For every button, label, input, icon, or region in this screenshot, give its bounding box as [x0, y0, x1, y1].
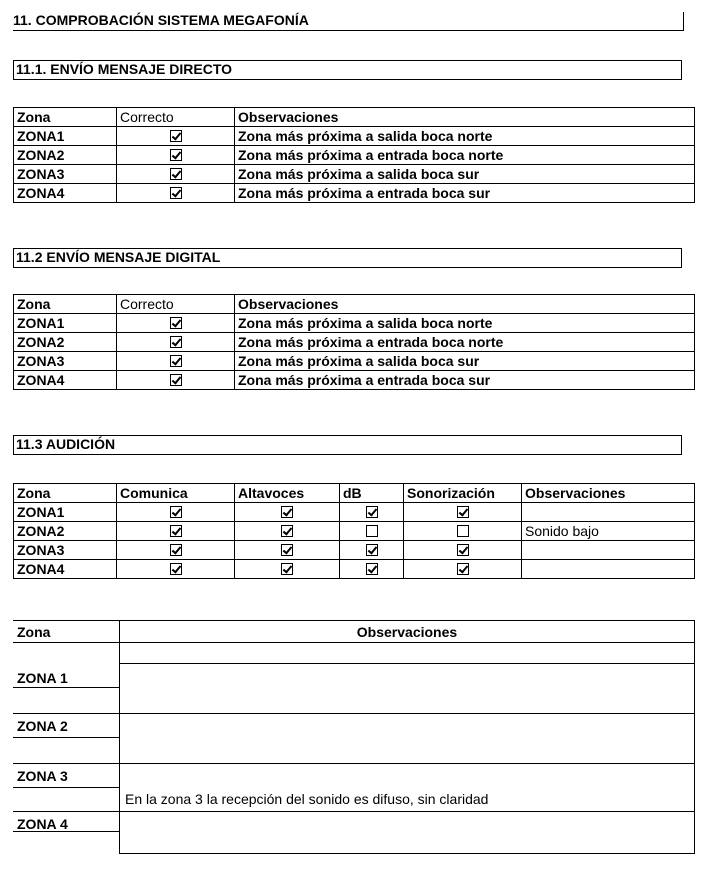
table-row	[14, 541, 695, 560]
audicion-section-title	[13, 435, 682, 455]
table-row	[14, 522, 695, 541]
observaciones-cell	[522, 560, 695, 579]
checkbox-checked[interactable]	[170, 563, 182, 575]
observaciones-cell	[522, 503, 695, 522]
table-row	[14, 560, 695, 579]
checkbox-checked[interactable]	[170, 525, 182, 537]
obs-header-observaciones: Observaciones	[356, 624, 458, 640]
col-header-comunica: Comunica	[117, 484, 235, 503]
observaciones-cell: Zona más próxima a salida boca sur	[235, 165, 695, 184]
checkbox-checked[interactable]	[281, 506, 293, 518]
table-row	[14, 333, 695, 352]
col-header-observaciones: Observaciones	[235, 295, 695, 314]
zona-cell: ZONA2	[14, 522, 117, 541]
altavoces-cell	[235, 560, 340, 579]
zona-cell: ZONA3	[14, 352, 117, 371]
zona-cell: ZONA1	[14, 127, 117, 146]
sonorizacion-cell	[404, 522, 522, 541]
correcto-cell	[117, 184, 235, 203]
zona-cell: ZONA4	[14, 371, 117, 390]
correcto-cell	[117, 165, 235, 184]
zona-cell: ZONA1	[14, 503, 117, 522]
col-header-altavoces: Altavoces	[235, 484, 340, 503]
digital-table-body	[14, 295, 695, 390]
zona-cell: ZONA3	[14, 165, 117, 184]
zona-cell: ZONA4	[14, 560, 117, 579]
checkbox-checked[interactable]	[170, 149, 182, 161]
altavoces-cell	[235, 503, 340, 522]
altavoces-cell	[235, 541, 340, 560]
section-title-text: 11. COMPROBACIÓN SISTEMA MEGAFONÍA	[13, 12, 309, 28]
checkbox-checked[interactable]	[170, 317, 182, 329]
db-cell	[340, 560, 404, 579]
obs-zone-label: ZONA 2	[17, 718, 68, 734]
table-row	[14, 314, 695, 333]
checkbox-checked[interactable]	[281, 525, 293, 537]
db-cell	[340, 503, 404, 522]
checkbox-checked[interactable]	[170, 506, 182, 518]
checkbox-checked[interactable]	[170, 374, 182, 386]
col-header-correcto: Correcto	[117, 108, 235, 127]
table-row	[14, 371, 695, 390]
col-header-observaciones: Observaciones	[235, 108, 695, 127]
altavoces-cell	[235, 522, 340, 541]
audicion-table-body	[14, 484, 695, 579]
observaciones-cell: Zona más próxima a entrada boca sur	[235, 184, 695, 203]
observaciones-cell: Zona más próxima a entrada boca norte	[235, 333, 695, 352]
col-header-zona: Zona	[14, 108, 117, 127]
col-header-correcto: Correcto	[117, 295, 235, 314]
comunica-cell	[117, 560, 235, 579]
table-row	[14, 503, 695, 522]
obs-header-zona: Zona	[17, 624, 51, 640]
observaciones-cell: Zona más próxima a salida boca norte	[235, 314, 695, 333]
comunica-cell	[117, 541, 235, 560]
table-row	[14, 352, 695, 371]
digital-table	[13, 294, 695, 390]
digital-title-text: 11.2 ENVÍO MENSAJE DIGITAL	[16, 249, 221, 265]
observaciones-cell: Zona más próxima a entrada boca norte	[235, 146, 695, 165]
table-row	[14, 146, 695, 165]
checkbox-checked[interactable]	[366, 544, 378, 556]
correcto-cell	[117, 333, 235, 352]
sonorizacion-cell	[404, 541, 522, 560]
checkbox-unchecked[interactable]	[457, 525, 469, 537]
obs-zone-label: ZONA 4	[17, 816, 68, 832]
checkbox-checked[interactable]	[170, 187, 182, 199]
direct-section-title	[13, 60, 682, 80]
correcto-cell	[117, 352, 235, 371]
zona-cell: ZONA2	[14, 146, 117, 165]
observaciones-cell: Zona más próxima a entrada boca sur	[235, 371, 695, 390]
table-row	[14, 165, 695, 184]
zona-cell: ZONA1	[14, 314, 117, 333]
obs-zone-text: En la zona 3 la recepción del sonido es difuso, sin claridad	[125, 791, 489, 807]
correcto-cell	[117, 371, 235, 390]
col-header-zona: Zona	[14, 484, 117, 503]
col-header-zona: Zona	[14, 295, 117, 314]
checkbox-checked[interactable]	[366, 563, 378, 575]
db-cell	[340, 522, 404, 541]
direct-table-body	[14, 108, 695, 203]
checkbox-checked[interactable]	[457, 563, 469, 575]
direct-title-text: 11.1. ENVÍO MENSAJE DIRECTO	[16, 61, 233, 77]
checkbox-checked[interactable]	[281, 563, 293, 575]
observaciones-cell: Zona más próxima a salida boca sur	[235, 352, 695, 371]
observaciones-cell: Sonido bajo	[522, 522, 695, 541]
section-title	[13, 12, 684, 31]
checkbox-checked[interactable]	[170, 544, 182, 556]
audicion-title-text: 11.3 AUDICIÓN	[16, 436, 116, 452]
direct-table	[13, 107, 695, 203]
observations-table	[13, 620, 695, 854]
checkbox-checked[interactable]	[170, 130, 182, 142]
observaciones-cell: Zona más próxima a salida boca norte	[235, 127, 695, 146]
correcto-cell	[117, 127, 235, 146]
zona-cell: ZONA3	[14, 541, 117, 560]
zona-cell: ZONA4	[14, 184, 117, 203]
zona-cell: ZONA2	[14, 333, 117, 352]
direct-header-row	[14, 108, 695, 127]
table-row	[14, 127, 695, 146]
comunica-cell	[117, 503, 235, 522]
audicion-table	[13, 483, 695, 579]
correcto-cell	[117, 314, 235, 333]
col-header-sonorizacion: Sonorización	[404, 484, 522, 503]
col-header-db: dB	[340, 484, 404, 503]
db-cell	[340, 541, 404, 560]
checkbox-unchecked[interactable]	[366, 525, 378, 537]
checkbox-checked[interactable]	[170, 168, 182, 180]
sonorizacion-cell	[404, 503, 522, 522]
checkbox-checked[interactable]	[170, 336, 182, 348]
sonorizacion-cell	[404, 560, 522, 579]
correcto-cell	[117, 146, 235, 165]
checkbox-checked[interactable]	[281, 544, 293, 556]
audicion-header-row	[14, 484, 695, 503]
digital-section-title	[13, 248, 682, 268]
digital-header-row	[14, 295, 695, 314]
comunica-cell	[117, 522, 235, 541]
checkbox-checked[interactable]	[170, 355, 182, 367]
checkbox-checked[interactable]	[366, 506, 378, 518]
observaciones-cell	[522, 541, 695, 560]
checkbox-checked[interactable]	[457, 506, 469, 518]
obs-zone-label: ZONA 3	[17, 768, 68, 784]
table-row	[14, 184, 695, 203]
col-header-observaciones: Observaciones	[522, 484, 695, 503]
obs-zone-label: ZONA 1	[17, 670, 68, 686]
checkbox-checked[interactable]	[457, 544, 469, 556]
